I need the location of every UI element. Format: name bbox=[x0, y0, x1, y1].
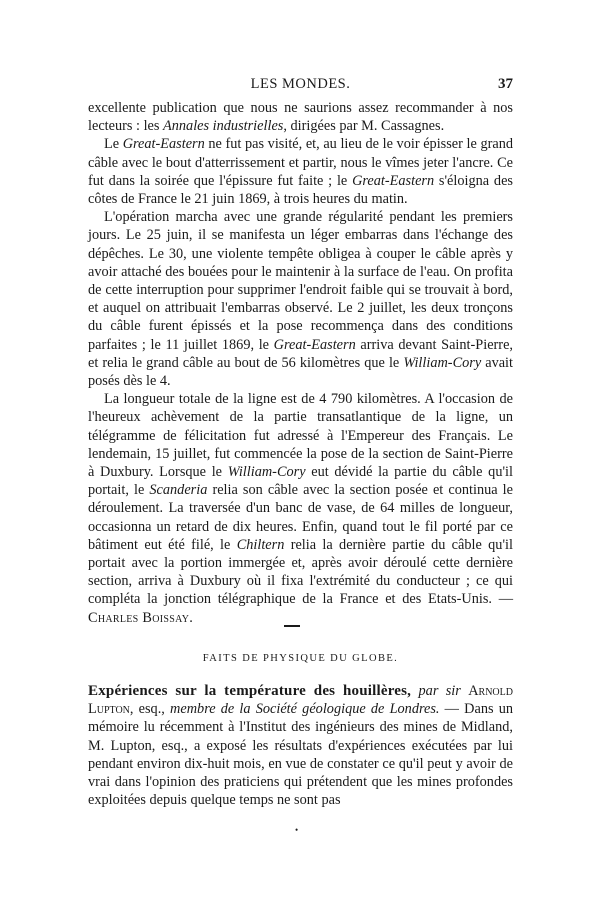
main-text bbox=[88, 99, 513, 627]
ornament-dot: • bbox=[295, 825, 299, 835]
byline: par sir bbox=[418, 683, 461, 699]
running-header bbox=[88, 76, 513, 96]
text-span: L'opération marcha avec une grande régularité pendant les premiers jours. Le 25 juin, il se manifesta un léger embarras dans l'échange des dépêches. Le 30, une violente tempête obligea à couper le câble après y avoir attaché des bouées pour le maintenir à la surface de l'eau. On profita de cette interruption pour supprimer l'endroit faible qui se trouvait à bord, et auquel on attribuait l'embarras observé. Le 2 juillet, les deux tronçons du câble furent épissés et la pose recommença dans des conditions parfaites ; le 11 juillet 1869, le bbox=[88, 209, 513, 353]
author-affiliation: membre de la Société géologique de Londres. bbox=[170, 701, 440, 718]
text-span: s'éloigna des côtes de France le 21 juin 1869, à trois heures du matin. bbox=[88, 172, 513, 208]
page-number: 37 bbox=[498, 76, 513, 92]
ship-name: William-Cory bbox=[227, 464, 306, 481]
text-span: ne fut pas visité, et, au lieu de le voir épisser le grand câble avec le bout d'atterrissement et partir, nous le vîmes jeter l'ancre. Ce fut dans la soirée que l'épissure fut faite ; le bbox=[88, 136, 514, 189]
article-title: Expériences sur la température des houillères, bbox=[88, 683, 412, 699]
text-span: La longueur totale de la ligne est de 4 790 kilomètres. A l'occasion de l'heureux achèvement de la partie transatlantique de la ligne, un télégramme de félicitation fut adressé à l'Empereur des Français. Le lendemain, 15 juillet, fut commencée la pose de la section de Saint-Pierre à Duxbury. Lorsque le bbox=[88, 391, 513, 481]
text-span: excellente publication que nous ne saurions assez recommander à nos lecteurs : les bbox=[88, 100, 513, 135]
text-span: , esq., bbox=[129, 701, 171, 718]
ship-name: Great-Eastern bbox=[352, 172, 435, 189]
paragraph-continuation bbox=[88, 99, 513, 135]
text-span: arriva devant Saint-Pierre, et relia le grand câble au bout de 56 kilomètres que le bbox=[88, 336, 513, 371]
ship-name: Chiltern bbox=[236, 536, 285, 553]
ship-name: William-Cory bbox=[403, 354, 482, 371]
author-signature: Charles Boissay. bbox=[88, 609, 194, 626]
text-span: avait posés dès le 4. bbox=[88, 354, 514, 390]
text-span: relia son câble avec la section posée et continua le déroulement. La traversée d'un banc de vase, de 64 milles de longueur, occasionna un retard de dix heures. Enfin, quand tout le fil porté par ce bâtiment eut été filé, le bbox=[88, 482, 513, 553]
article bbox=[88, 682, 513, 809]
journal-title: Annales industrielles bbox=[163, 118, 284, 135]
paragraph-longueur bbox=[88, 390, 513, 627]
article-author: Arnold Lupton bbox=[88, 683, 513, 718]
section-divider bbox=[284, 625, 300, 627]
article-paragraph bbox=[88, 682, 513, 809]
ship-name: Great-Eastern bbox=[273, 336, 356, 353]
running-title: LES MONDES. bbox=[250, 76, 351, 92]
text-span: , dirigées par M. Cassagnes. bbox=[283, 118, 445, 135]
article-body: — Dans un mémoire lu récemment à l'Institut des ingénieurs des mines de Midland, M. Lupton, esq., a exposé les résultats d'expériences exécutées par lui pendant environ dix-huit mois, en vue de constater ce qu'il peut y avoir de vrai dans l'opinion des praticiens qui prétendent que les mines profondes exploitées depuis quelque temps ne sont pas bbox=[88, 701, 514, 809]
text-span: Le bbox=[104, 136, 123, 153]
paragraph-operation bbox=[88, 208, 513, 390]
paragraph-great-eastern bbox=[88, 135, 513, 208]
ship-name: Great-Eastern bbox=[122, 136, 205, 153]
section-heading: FAITS DE PHYSIQUE DU GLOBE. bbox=[202, 653, 399, 664]
text-span: eut dévidé la partie du câble qu'il portait, le bbox=[88, 464, 513, 499]
text-span: relia la dernière partie du câble qu'il portait avec la portion immergée et, après avoir déroulé cette dernière section, arriva à Duxbury où il fixa l'extrémité du conducteur ; ce qui compléta la jonction télégraphique de la France et des Etats-Unis. — bbox=[88, 536, 513, 608]
ship-name: Scanderia bbox=[149, 482, 208, 499]
